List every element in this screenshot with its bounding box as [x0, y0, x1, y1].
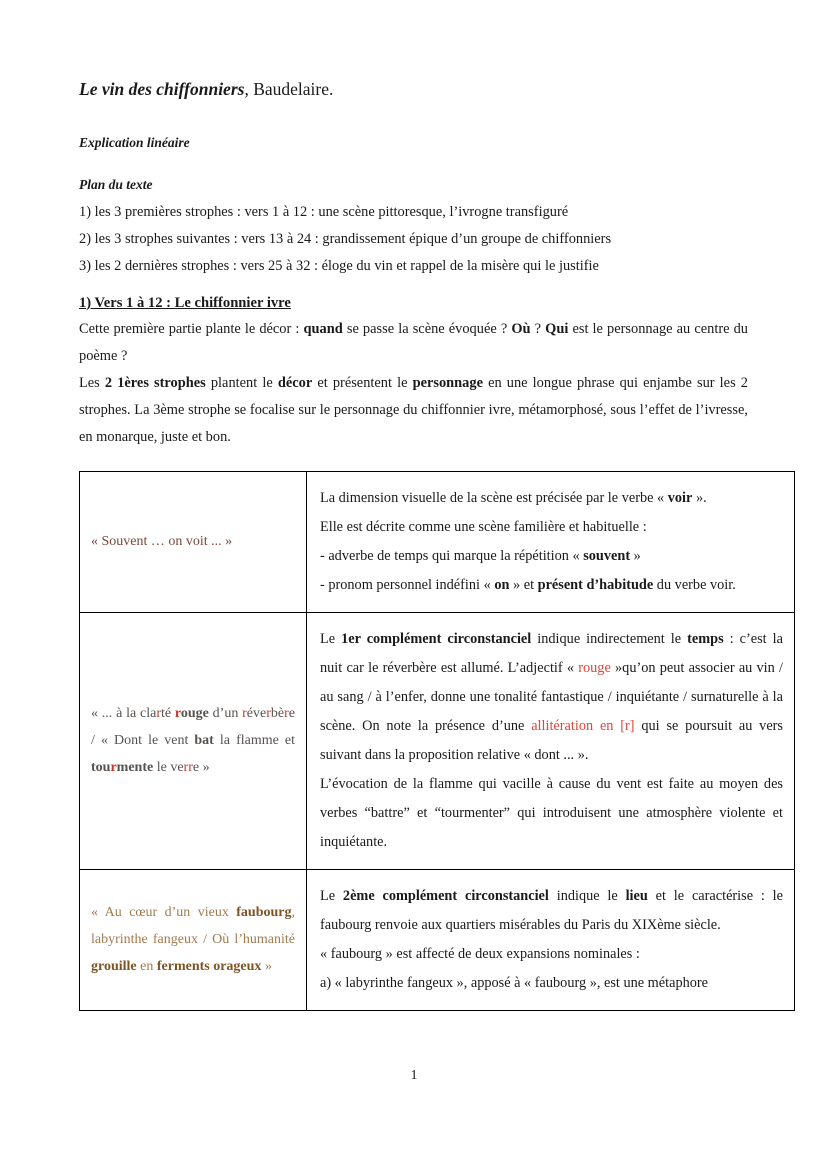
- text-run: Les: [79, 374, 105, 391]
- quote-run: r: [242, 706, 247, 722]
- analysis-table-wrapper: [79, 471, 783, 1011]
- table-cell-commentary: [307, 471, 795, 612]
- text-run: ».: [692, 489, 707, 506]
- quote-run: le ve: [153, 760, 184, 776]
- page-number: 1: [410, 1068, 418, 1083]
- text-run: - adverbe de temps qui marque la répétition «: [320, 547, 584, 564]
- table-cell-quote: [80, 471, 307, 612]
- quote-run-bold: r: [110, 760, 117, 776]
- spacer: [79, 101, 748, 135]
- table-cell-quote: [80, 869, 307, 1010]
- quote-run-bold: faubourg: [236, 905, 292, 921]
- text-run-bold: personnage: [412, 374, 483, 391]
- quote-run: rr: [183, 760, 193, 776]
- text-run-bold: quand: [303, 320, 343, 337]
- text-run: »: [630, 547, 641, 564]
- text-run: »qu’on peut associer au vin / au sang / à l’enfer, donne une tonalité fantastique / inquiétante / surnaturelle à la scène. On note la présence d’une: [320, 659, 783, 734]
- text-run-bold: temps: [687, 630, 724, 647]
- plan-item: 2) les 3 strophes suivantes : vers 13 à 24 : grandissement épique d’un groupe de chiffonniers: [79, 230, 612, 247]
- quote-run: « Au cœur d’un vieux: [91, 905, 237, 921]
- table-row: [80, 471, 795, 612]
- quote-run: r: [284, 706, 289, 722]
- text-run-bold: Où: [511, 320, 531, 337]
- commentary-paragraph: [320, 770, 783, 857]
- quote-run-bold: grouille: [91, 959, 137, 975]
- quote-run: / « Dont le vent: [91, 733, 195, 749]
- commentary-paragraph: [320, 625, 783, 770]
- quote-run: r: [266, 706, 271, 722]
- commentary-paragraph: [320, 542, 783, 571]
- quote-run: « ... à la cla: [91, 706, 157, 722]
- quote-run: la flamme et: [213, 733, 295, 749]
- quote-run-bold: r: [174, 706, 181, 722]
- quote-run-bold: ferments orageux: [156, 959, 262, 975]
- text-run: Le: [320, 630, 342, 647]
- text-run: du verbe voir.: [653, 576, 736, 593]
- text-run: et présentent le: [312, 374, 413, 391]
- text-run: a) « labyrinthe fangeux », apposé à « faubourg », est une métaphore: [320, 974, 709, 991]
- table-row: [80, 869, 795, 1010]
- quote-run: r: [156, 706, 161, 722]
- table-cell-commentary: [307, 612, 795, 869]
- quote-run-bold: ouge: [180, 706, 209, 722]
- quote-run: éve: [246, 706, 267, 722]
- text-run: indique le: [548, 887, 626, 904]
- text-run: Elle est décrite comme une scène familière et habituelle :: [320, 518, 647, 535]
- text-run: se passe la scène évoquée ?: [342, 320, 512, 337]
- text-run-bold: lieu: [625, 887, 648, 904]
- spacer: [79, 151, 748, 177]
- spacer: [79, 280, 748, 294]
- text-run: et le caractérise : le faubourg renvoie aux quartiers misérables du Paris du XIXème siècle.: [320, 887, 783, 933]
- text-run: allitération en [r]: [531, 717, 635, 734]
- text-run: Cette première partie plante le décor :: [79, 320, 304, 337]
- text-run: L’évocation de la flamme qui vacille à cause du vent est faite au moyen des verbes “battre” et “tourmenter” qui introduisent une atmosphère violente et inquiétante.: [320, 775, 783, 850]
- commentary-paragraph: [320, 940, 783, 969]
- analysis-table-body: [80, 471, 795, 1010]
- text-run-bold: voir: [667, 489, 693, 506]
- text-run: indique indirectement le: [531, 630, 688, 647]
- text-run: » et: [509, 576, 538, 593]
- document-subtitle: Explication linéaire: [79, 134, 190, 150]
- text-run: est le personnage au centre du poème ?: [79, 320, 749, 364]
- quote-run: »: [261, 959, 272, 975]
- text-run: en une longue phrase qui enjambe sur les 2 strophes. La 3ème strophe se focalise sur le personnage du chiffonnier ivre, métamorphosé, sous l’effet de l’ivresse, en monarque, juste et bon.: [79, 374, 748, 445]
- text-run-bold: Qui: [545, 320, 569, 337]
- quote-run: e: [288, 706, 295, 722]
- text-run: « faubourg » est affecté de deux expansions nominales :: [320, 945, 640, 962]
- text-run: qui se poursuit au vers suivant dans la proposition relative « dont ... ».: [320, 717, 783, 763]
- quote-run-bold: mente: [116, 760, 154, 776]
- section-paragraph-1: [79, 316, 748, 370]
- text-run: Le: [320, 887, 343, 904]
- text-run-bold: décor: [277, 374, 313, 391]
- table-row: [80, 612, 795, 869]
- text-run-bold: souvent: [583, 547, 631, 564]
- quote-run-bold: tou: [91, 760, 111, 776]
- commentary-paragraph: [320, 571, 783, 600]
- plan-heading: Plan du texte: [79, 176, 153, 192]
- text-run: ?: [530, 320, 546, 337]
- commentary-paragraph: [320, 969, 783, 998]
- text-run: - pronom personnel indéfini «: [320, 576, 495, 593]
- quote-run: bè: [270, 706, 285, 722]
- commentary-paragraph: [320, 513, 783, 542]
- text-run-bold: 1er complément circonstanciel: [341, 630, 532, 647]
- page-title: [79, 78, 748, 101]
- plan-list: [79, 199, 748, 280]
- quote-run: té: [160, 706, 175, 722]
- plan-item: 1) les 3 premières strophes : vers 1 à 12 : une scène pittoresque, l’ivrogne transfiguré: [79, 203, 569, 220]
- table-cell-commentary: [307, 869, 795, 1010]
- page-title-author: , Baudelaire.: [244, 79, 334, 99]
- page-title-work: Le vin des chiffonniers: [79, 79, 245, 99]
- quote-run: « Souvent … on voit ... »: [91, 534, 233, 550]
- quote-run: en: [136, 959, 157, 975]
- commentary-paragraph: [320, 882, 783, 940]
- commentary-paragraph: [320, 484, 783, 513]
- quote-run: e »: [192, 760, 210, 776]
- text-run-bold: 2 1ères strophes: [104, 374, 206, 391]
- text-run-bold: 2ème complément circonstanciel: [342, 887, 549, 904]
- section-heading-wrap: [79, 294, 748, 316]
- analysis-table: [79, 471, 795, 1011]
- text-run: : c’est la nuit car le réverbère est allumé. L’adjectif «: [320, 630, 783, 676]
- section-paragraph-2: [79, 370, 748, 451]
- text-run: La dimension visuelle de la scène est précisée par le verbe «: [320, 489, 668, 506]
- quote-run: , labyrinthe fangeux / Où l’humanité: [91, 905, 295, 948]
- text-run-bold: présent d’habitude: [537, 576, 654, 593]
- plan-item: 3) les 2 dernières strophes : vers 25 à 32 : éloge du vin et rappel de la misère qui le justifie: [79, 257, 599, 274]
- quote-run-bold: bat: [194, 733, 214, 749]
- text-run-bold: on: [494, 576, 510, 593]
- quote-run: d’un: [208, 706, 243, 722]
- text-run: plantent le: [205, 374, 278, 391]
- text-run: rouge: [578, 659, 611, 676]
- section-heading: 1) Vers 1 à 12 : Le chiffonnier ivre: [79, 294, 291, 311]
- table-cell-quote: [80, 612, 307, 869]
